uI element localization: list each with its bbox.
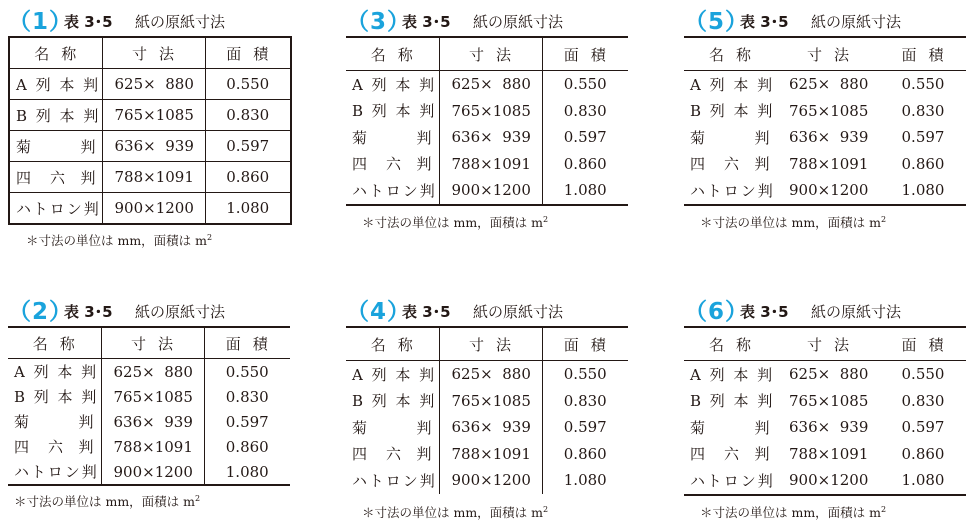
cell-area: 1.080 [205,193,291,225]
table-row [346,361,628,388]
table-row [346,441,628,468]
cell-name: 四 六 判 [346,441,439,468]
cell-area: 0.550 [901,75,945,94]
cell-area: 0.860 [901,444,945,463]
cell-size: 900×1200 [439,467,542,494]
table-row [684,71,966,98]
table-label: 表 3･5 [64,303,113,321]
cell-name: 四 六 判 [346,151,439,178]
table-title: 紙の原紙寸法 [135,13,226,31]
cell-size: 625× 880 [789,75,869,94]
header-name: 名称 [684,37,777,71]
panel-heading [684,6,968,36]
table-panel-5 [684,6,968,231]
unit-note: ＊寸法の単位は mm，面積は $m^2$ [14,493,201,509]
cell-name: 四 六 判 [8,434,101,459]
cell-name: 菊 判 [8,409,101,434]
header-size: 寸法 [101,327,204,359]
table-row [684,467,966,495]
table-panel-1 [8,6,308,249]
panel-number: （2） [8,299,74,325]
table-row [684,414,966,441]
cell-size: 788×1091 [439,151,542,178]
table-title: 紙の原紙寸法 [811,13,902,31]
unit-note: ＊寸法の単位は mm，面積は $m^2$ [700,214,887,230]
cell-size: 625× 880 [102,69,205,100]
header-size: 寸法 [439,327,542,361]
cell-size: 636× 939 [101,409,204,434]
cell-size: 636× 939 [789,128,869,147]
panel-number: （4） [346,299,412,325]
cell-size: 625× 880 [439,71,542,98]
cell-name: 四 六 判 [690,445,772,464]
cell-area: 0.860 [563,154,607,173]
table-label: 表 3･5 [402,303,451,321]
table-panel-4 [346,296,646,521]
table-row [8,384,290,409]
cell-name: A 列 本 判 [8,359,101,385]
cell-size: 625× 880 [789,365,869,384]
table-row [8,409,290,434]
table-panel-3 [346,6,646,231]
header-size: 寸法 [102,37,205,69]
header-area: 面積 [880,37,966,71]
cell-area: 0.550 [225,362,269,381]
table-title: 紙の原紙寸法 [473,303,564,321]
table-row [9,162,291,193]
cell-name: A 列 本 判 [9,69,102,100]
cell-size: 765×1085 [789,391,869,410]
cell-size: 765×1085 [102,100,205,131]
header-area: 面積 [880,327,966,361]
cell-name: B 列 本 判 [346,388,439,415]
cell-size: 765×1085 [101,384,204,409]
cell-size: 636× 939 [789,418,869,437]
cell-name: A 列 本 判 [346,71,439,98]
cell-name: A 列 本 判 [690,365,775,384]
cell-size: 636× 939 [439,414,542,441]
table-row [684,98,966,125]
cell-area: 0.597 [563,128,607,147]
cell-size: 625× 880 [439,361,542,388]
cell-name: 菊 判 [690,418,772,437]
table-row [9,131,291,162]
header-name: 名称 [9,37,102,69]
cell-area: 0.860 [901,154,945,173]
cell-name: B 列 本 判 [690,392,775,411]
cell-area: 1.080 [563,471,607,490]
cell-area: 0.597 [901,418,945,437]
cell-name: 菊 判 [9,131,102,162]
table-row [346,151,628,178]
panel-heading [8,296,308,326]
table-row [9,100,291,131]
table-row [684,151,966,178]
panel-number: （1） [8,9,74,35]
table-row [9,193,291,225]
header-area: 面積 [204,327,290,359]
header-area: 面積 [205,37,291,69]
panel-number: （3） [346,9,412,35]
cell-name: B 列 本 判 [346,98,439,125]
header-area: 面積 [542,37,628,71]
cell-size: 625× 880 [101,359,204,385]
cell-size: 788×1091 [102,162,205,193]
header-area: 面積 [542,327,628,361]
cell-area: 0.597 [901,128,945,147]
table-label: 表 3･5 [740,13,789,31]
table-row [346,414,628,441]
table-row [8,434,290,459]
paper-size-table [684,36,966,206]
header-size: 寸法 [777,327,880,361]
unit-note: ＊寸法の単位は mm，面積は $m^2$ [700,504,887,520]
header-row [684,327,966,361]
cell-name: A 列 本 判 [346,361,439,388]
table-row [684,361,966,388]
cell-name: ハトロン判 [690,471,775,490]
header-row [684,37,966,71]
cell-area: 0.830 [225,387,269,406]
unit-note: ＊寸法の単位は mm，面積は $m^2$ [26,232,213,248]
cell-area: 0.597 [205,131,291,162]
cell-area: 0.830 [901,101,945,120]
cell-name: ハトロン判 [346,177,439,205]
table-row [346,467,628,494]
cell-name: B 列 本 判 [9,100,102,131]
cell-size: 788×1091 [789,154,869,173]
table-title: 紙の原紙寸法 [135,303,226,321]
cell-name: 菊 判 [346,414,439,441]
paper-size-table [346,36,628,206]
cell-area: 0.550 [563,365,607,384]
unit-note: ＊寸法の単位は mm，面積は $m^2$ [362,504,549,520]
cell-area: 0.550 [205,69,291,100]
header-name: 名称 [684,327,777,361]
cell-area: 0.830 [563,101,607,120]
table-row [684,388,966,415]
table-row [684,124,966,151]
panel-heading [8,6,308,36]
panel-heading [346,296,646,326]
cell-name: ハトロン判 [8,459,101,485]
panel-number: （6） [684,299,750,325]
cell-size: 636× 939 [102,131,205,162]
cell-size: 765×1085 [439,98,542,125]
cell-area: 1.080 [901,181,945,200]
cell-name: 菊 判 [690,128,772,147]
cell-name: ハトロン判 [346,467,439,494]
cell-name: B 列 本 判 [690,102,775,121]
table-label: 表 3･5 [64,13,113,31]
table-row [8,459,290,485]
header-row [346,37,628,71]
cell-size: 788×1091 [789,444,869,463]
table-title: 紙の原紙寸法 [473,13,564,31]
table-row [346,388,628,415]
unit-note: ＊寸法の単位は mm，面積は $m^2$ [362,214,549,230]
table-row [346,71,628,98]
header-row [9,37,291,69]
cell-area: 0.830 [901,391,945,410]
cell-size: 900×1200 [789,471,869,490]
cell-area: 0.860 [225,437,269,456]
table-panel-2 [8,296,308,510]
cell-name: ハトロン判 [690,181,775,200]
cell-size: 900×1200 [439,177,542,205]
cell-size: 765×1085 [439,388,542,415]
cell-name: 菊 判 [346,124,439,151]
table-row [9,69,291,100]
paper-size-table [684,326,966,496]
table-title: 紙の原紙寸法 [811,303,902,321]
cell-area: 0.830 [563,391,607,410]
cell-area: 0.550 [563,75,607,94]
cell-size: 636× 939 [439,124,542,151]
cell-name: 四 六 判 [690,155,772,174]
paper-size-table [346,326,628,494]
cell-size: 900×1200 [101,459,204,485]
paper-size-table [8,326,290,486]
cell-name: 四 六 判 [9,162,102,193]
header-name: 名称 [346,37,439,71]
cell-area: 1.080 [901,471,945,490]
cell-area: 1.080 [225,462,269,481]
header-name: 名称 [346,327,439,361]
cell-area: 0.830 [205,100,291,131]
cell-name: ハトロン判 [9,193,102,225]
cell-area: 0.860 [205,162,291,193]
cell-size: 900×1200 [102,193,205,225]
header-name: 名称 [8,327,101,359]
cell-name: A 列 本 判 [690,75,775,94]
table-label: 表 3･5 [402,13,451,31]
cell-area: 0.860 [563,444,607,463]
cell-name: B 列 本 判 [8,384,101,409]
table-panel-6 [684,296,968,521]
cell-size: 765×1085 [789,101,869,120]
header-size: 寸法 [439,37,542,71]
table-row [684,177,966,205]
header-row [346,327,628,361]
panel-heading [346,6,646,36]
panel-number: （5） [684,9,750,35]
table-row [346,124,628,151]
cell-size: 788×1091 [439,441,542,468]
table-row [346,98,628,125]
header-row [8,327,290,359]
cell-size: 900×1200 [789,181,869,200]
cell-area: 0.550 [901,365,945,384]
cell-area: 1.080 [563,181,607,200]
table-row [346,177,628,205]
cell-size: 788×1091 [101,434,204,459]
header-size: 寸法 [777,37,880,71]
table-label: 表 3･5 [740,303,789,321]
panel-heading [684,296,968,326]
table-row [684,441,966,468]
table-row [8,359,290,385]
cell-area: 0.597 [563,418,607,437]
paper-size-table [8,36,292,225]
cell-area: 0.597 [225,412,269,431]
